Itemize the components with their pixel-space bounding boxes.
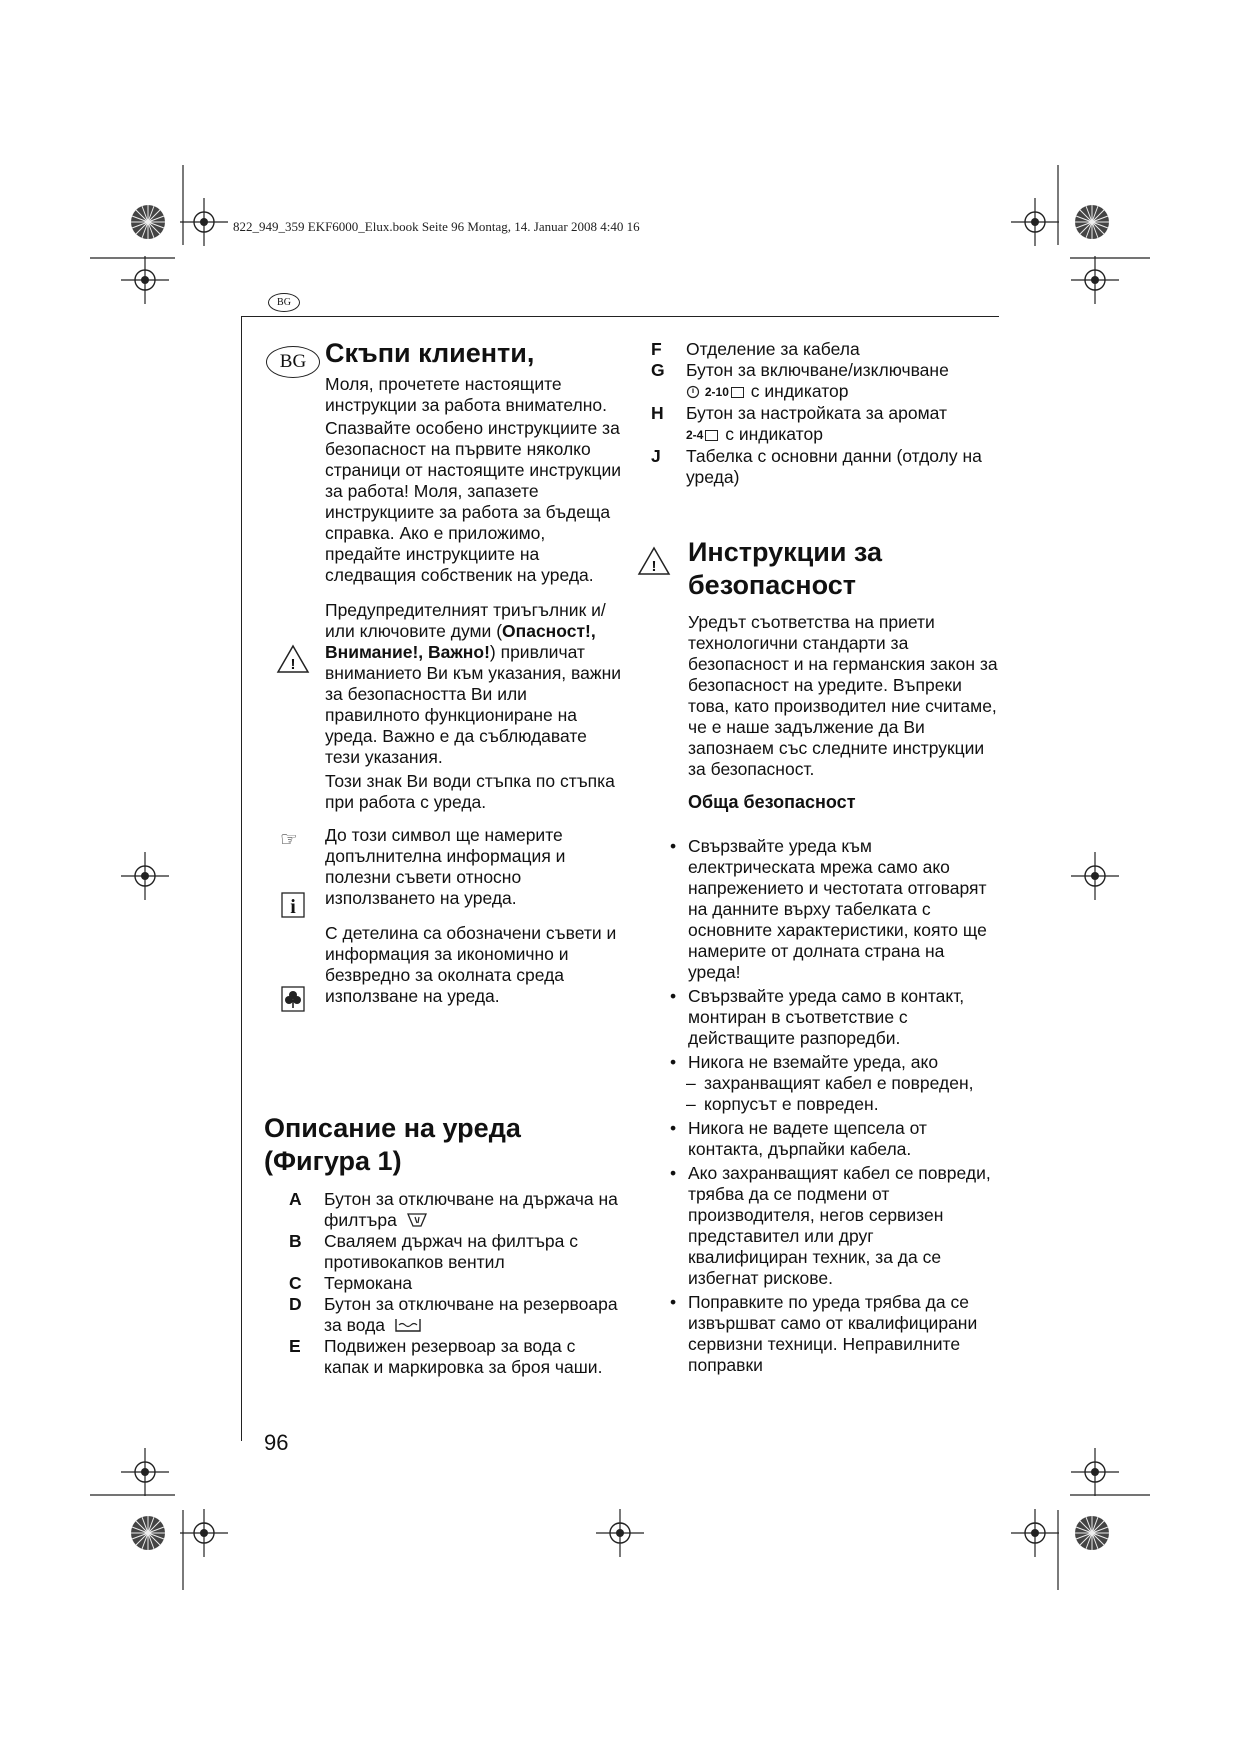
step-note: Този знак Ви води стъпка по стъпка при работа с уреда. (325, 771, 615, 812)
info-note: До този символ ще намерите допълнителна информация и полезни съвети относно използването на уреда. (325, 825, 566, 908)
cup-icon (705, 430, 718, 441)
aroma-indicator: 2-4 с индикатор (686, 424, 823, 444)
safety-subitem: – захранващият кабел е повреден, (686, 1073, 974, 1093)
parts-list-item: D Бутон за отключване на резервоара за вода (289, 1294, 618, 1335)
language-badge: BG (268, 293, 300, 312)
safety-bullet: • Свързвайте уреда към електрическата мрежа само ако напрежението и честотата отговарят на данните върху табелката с основните характеристики, която ще намерите от долната страна на уреда! (670, 836, 987, 982)
svg-text:i: i (290, 896, 296, 918)
intro-title: Скъпи клиенти, (325, 338, 535, 368)
header-rule (241, 316, 999, 317)
intro-paragraph-2: Спазвайте особено инструкциите за безопасност на първите няколко страници от настоящите инструкции за работа! Моля, запазете инструкциите за работа за бъдеща справка. Ако е приложимо, предайте инструкциите на следващия собственик на уреда. (325, 418, 622, 585)
power-indicator: 2-10 с индикатор (686, 381, 849, 401)
water-tank-icon (394, 1317, 422, 1333)
description-title: Описание на уреда (Фигура 1) (264, 1113, 521, 1176)
safety-intro: Уредът съответства на приети технологични стандарти за безопасност и на германския закон за безопасност на уредите. Въпреки това, като производител ние считаме, че е наше задължение да Ви запознаем със следните инструкции за безопасност. (688, 612, 998, 779)
safety-bullet: • Никога не вземайте уреда, ако (670, 1052, 939, 1072)
margin-rule (241, 316, 242, 1441)
language-badge-large: BG (266, 346, 320, 378)
eco-note: С детелина са обозначени съвети и информация за икономично и безвредно за околната среда използване на уреда. (325, 923, 617, 1006)
warning-triangle-icon (637, 546, 671, 576)
power-icon (686, 385, 700, 399)
cup-icon (731, 387, 744, 398)
svg-text:!: ! (290, 656, 296, 673)
warning-note: Предупредителният триъгълник и/или ключовите думи (Опасност!, Внимание!, Важно!) привличат вниманието Ви към указания, важни за безопасността Ви или правилното функциониране на уреда. Важно е да съблюдавате тези указания. (325, 600, 622, 767)
svg-text:!: ! (651, 558, 657, 575)
parts-list-item: H Бутон за настройката за аромат 2-4 с индикатор (651, 403, 947, 444)
parts-list-item: E Подвижен резервоар за вода с капак и маркировка за броя чаши. (289, 1336, 603, 1377)
parts-list-item: C Термокана (289, 1273, 413, 1293)
parts-list-item: J Табелка с основни данни (отдолу на уреда) (651, 446, 982, 487)
safety-bullet: • Поправките по уреда трябва да се извършват само от квалифицирани сервизни техници. Неправилните поправки (670, 1292, 978, 1375)
parts-list-continued (651, 339, 991, 488)
safety-title: Инструкции за безопасност (688, 537, 882, 600)
parts-list (289, 1189, 619, 1378)
file-info-line: 822_949_359 EKF6000_Elux.book Seite 96 Montag, 14. Januar 2008 4:40 16 (233, 219, 640, 234)
safety-subitem: – корпусът е повреден. (686, 1094, 879, 1114)
parts-list-item: A Бутон за отключване на държача на филтъра (289, 1189, 618, 1230)
filter-holder-icon (406, 1212, 428, 1228)
safety-bullet: • Свързвайте уреда само в контакт, монтиран в съответствие с действащите разпоредби. (670, 986, 965, 1048)
clover-eco-icon (281, 986, 305, 1012)
intro-paragraph-1: Моля, прочетете настоящите инструкции за работа внимателно. (325, 374, 608, 415)
info-icon (281, 892, 305, 918)
general-safety-title: Обща безопасност (688, 792, 856, 812)
safety-bullet: • Ако захранващият кабел се повреди, трябва да се подмени от производителя, негов сервизен представител или друг квалифициран техник, за да се избегнат рискове. (670, 1163, 991, 1288)
parts-list-item: B Сваляем държач на филтъра с противокапков вентил (289, 1231, 578, 1272)
pointing-hand-icon: ☞ (280, 829, 298, 851)
safety-bullet: • Никога не вадете щепсела от контакта, дърпайки кабела. (670, 1118, 927, 1159)
warning-triangle-icon (276, 644, 310, 674)
page-number: 96 (264, 1430, 289, 1455)
parts-list-item: G Бутон за включване/изключване 2-10 с индикатор (651, 360, 949, 401)
parts-list-item: F Отделение за кабела (651, 339, 860, 359)
safety-list (668, 836, 998, 1376)
